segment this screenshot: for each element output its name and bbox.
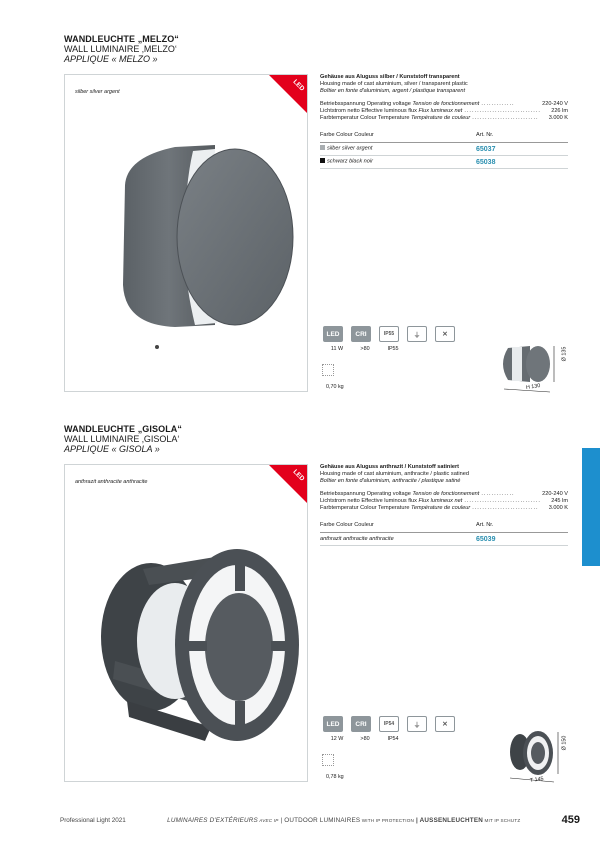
- weight: 0,78 kg: [326, 774, 344, 780]
- energy-label-icon: [322, 364, 334, 376]
- spec-value: 3.000 K: [548, 505, 568, 511]
- title-de: WANDLEUCHTE „MELZO“: [64, 34, 179, 44]
- class-1-icon: ⏚: [407, 716, 427, 732]
- cri-icon: CRI: [351, 326, 371, 342]
- footer-catalog: Professional Light 2021: [60, 816, 126, 824]
- spec-flux: Lichtstrom netto Effective luminous flux Flux lumineux net .............................. 245 lm: [320, 498, 568, 504]
- article-number[interactable]: 65038: [476, 158, 496, 166]
- product-gisola: [64, 424, 584, 784]
- swatch-black: [320, 158, 325, 163]
- led-badge-text: LED: [291, 78, 306, 93]
- feature-icons: [323, 716, 455, 732]
- product-image-frame: [64, 464, 308, 782]
- title-fr: APPLIQUE « GISOLA »: [64, 444, 160, 454]
- title-en: WALL LUMINAIRE ‚MELZO‘: [64, 44, 177, 54]
- variants-table: [320, 522, 568, 546]
- ip-rating-icon: IP54: [379, 716, 399, 732]
- class-1-icon: ⏚: [407, 326, 427, 342]
- spec-value: 220-240 V: [542, 491, 568, 497]
- product-info: [320, 464, 568, 546]
- dim-height: H 130: [525, 383, 541, 391]
- no-dimmer-icon: ✕: [435, 716, 455, 732]
- swatch-silver: [320, 145, 325, 150]
- spec-value: 245 lm: [551, 498, 568, 504]
- spec-colour-temp: Farbtemperatur Colour Temperature Température de couleur .......................... 3.000 K: [320, 505, 568, 511]
- spec-value: 3.000 K: [548, 115, 568, 121]
- led-icon: LED: [323, 326, 343, 342]
- cri-icon: CRI: [351, 716, 371, 732]
- housing-en: Housing made of cast aluminium, anthracite / plastic satined: [320, 471, 469, 477]
- page-number: 459: [561, 814, 580, 826]
- spec-colour-temp: Farbtemperatur Colour Temperature Température de couleur .......................... 3.000 K: [320, 115, 568, 121]
- dim-depth: T 145: [529, 776, 545, 784]
- variant-label: anthrazit anthracite anthracite: [75, 479, 148, 485]
- gisola-lamp-image: [65, 465, 308, 782]
- no-dimmer-icon: ✕: [435, 326, 455, 342]
- dim-diameter: Ø 135: [561, 346, 568, 362]
- feature-values: 12 W >80 IP54: [330, 736, 399, 742]
- product-image-frame: [64, 74, 308, 392]
- feature-icons: [323, 326, 455, 342]
- title-en: WALL LUMINAIRE ‚GISOLA‘: [64, 434, 180, 444]
- spec-value: 226 lm: [551, 108, 568, 114]
- weight: 0,70 kg: [326, 384, 344, 390]
- housing-de: Gehäuse aus Aluguss anthrazit / Kunststoff satiniert: [320, 464, 460, 470]
- table-row: schwarz black noir 65038: [320, 156, 568, 169]
- spec-voltage: Betriebsspannung Operating voltage Tension de fonctionnement ............. 220-240 V: [320, 491, 568, 497]
- dimension-drawing: [498, 722, 568, 784]
- chapter-tab: [582, 448, 600, 566]
- table-header: Farbe Colour Couleur Art. Nr.: [320, 522, 568, 533]
- housing-fr: Boîtier en fonte d'aluminium, anthracite / plastique satiné: [320, 478, 461, 484]
- housing-en: Housing made of cast aluminium, silver / transparent plastic: [320, 81, 468, 87]
- article-number[interactable]: 65039: [476, 535, 496, 543]
- ip-rating-icon: IP55: [379, 326, 399, 342]
- product-info: [320, 74, 568, 169]
- feature-values: 11 W >80 IP55: [330, 346, 399, 352]
- footer-chapter: LUMINAIRES D'EXTÉRIEURS AVEC IP | OUTDOOR LUMINAIRES WITH IP PROTECTION | AUSSENLEUCHTEN MIT IP SCHUTZ: [167, 816, 521, 824]
- article-number[interactable]: 65037: [476, 145, 496, 153]
- table-row: anthrazit anthracite anthracite 65039: [320, 533, 568, 546]
- housing-fr: Boîtier en fonte d'aluminium, argent / plastique transparent: [320, 88, 466, 94]
- spec-value: 220-240 V: [542, 101, 568, 107]
- dim-diameter: Ø 150: [561, 735, 568, 751]
- housing-de: Gehäuse aus Aluguss silber / Kunststoff transparent: [320, 74, 460, 80]
- spec-voltage: Betriebsspannung Operating voltage Tension de fonctionnement ............. 220-240 V: [320, 101, 568, 107]
- product-melzo: [64, 34, 584, 391]
- table-row: silber silver argent 65037: [320, 143, 568, 156]
- energy-label-icon: [322, 754, 334, 766]
- spec-flux: Lichtstrom netto Effective luminous flux Flux lumineux net .............................. 226 lm: [320, 108, 568, 114]
- melzo-lamp-image: [65, 75, 308, 392]
- title-fr: APPLIQUE « MELZO »: [64, 54, 158, 64]
- led-badge-text: LED: [291, 468, 306, 483]
- table-header: Farbe Colour Couleur Art. Nr.: [320, 132, 568, 143]
- variants-table: [320, 132, 568, 169]
- footer: [60, 814, 580, 826]
- variant-label: silber silver argent: [75, 89, 120, 95]
- title-de: WANDLEUCHTE „GISOLA“: [64, 424, 182, 434]
- led-icon: LED: [323, 716, 343, 732]
